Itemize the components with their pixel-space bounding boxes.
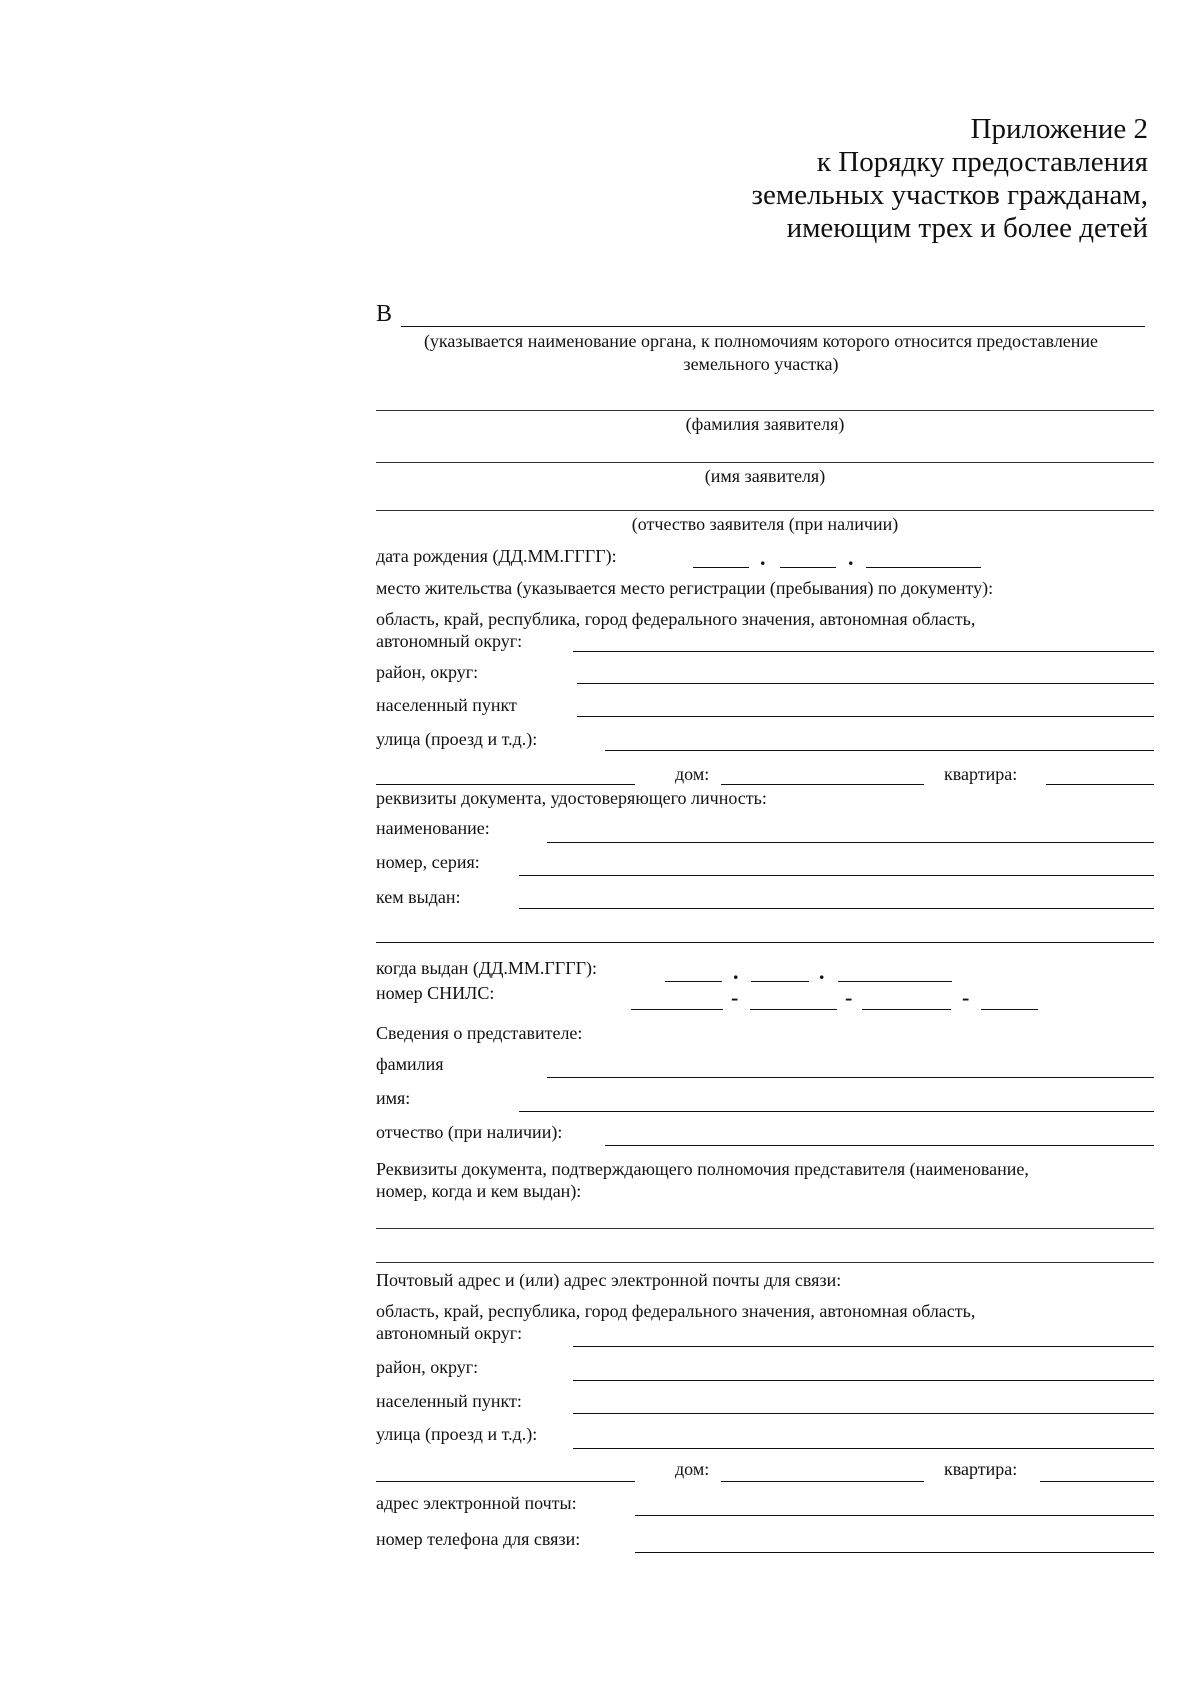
doc-name-field[interactable] xyxy=(547,842,1154,843)
birth-year-field[interactable] xyxy=(866,567,981,568)
locality-label: населенный пункт xyxy=(376,695,517,715)
addressee-caption-line1: (указывается наименование органа, к полномочиям которого относится предоставление xyxy=(423,331,1099,351)
district-label: район, округ: xyxy=(376,662,479,682)
region-label: область, край, республика, город федерального значения, автономная область, xyxy=(376,609,976,629)
applicant-name-field[interactable] xyxy=(376,462,1154,463)
snils-separator: - xyxy=(731,985,739,1010)
applicant-surname-field[interactable] xyxy=(376,410,1154,411)
date-separator: . xyxy=(848,545,854,570)
postal-district-label: район, округ: xyxy=(376,1357,479,1377)
doc-issuer-label: кем выдан: xyxy=(376,887,461,907)
street-field-cont[interactable] xyxy=(376,784,635,785)
doc-month-field[interactable] xyxy=(751,981,809,982)
doc-name-label: наименование: xyxy=(376,818,490,838)
postal-region-label: область, край, республика, город федерального значения, автономная область, xyxy=(376,1301,976,1321)
snils-part4-field[interactable] xyxy=(981,1009,1038,1010)
rep-surname-field[interactable] xyxy=(547,1077,1154,1078)
date-separator: . xyxy=(760,545,766,570)
applicant-name-caption: (имя заявителя) xyxy=(704,466,826,486)
date-separator: . xyxy=(819,959,825,984)
authority-doc-label: Реквизиты документа, подтверждающего полномочия представителя (наименование, xyxy=(376,1159,1029,1179)
addressee-caption-line2: земельного участка) xyxy=(683,354,839,374)
snils-part1-field[interactable] xyxy=(631,1009,723,1010)
house-field[interactable] xyxy=(721,784,924,785)
postal-locality-field[interactable] xyxy=(573,1413,1154,1414)
applicant-surname-caption: (фамилия заявителя) xyxy=(685,414,845,434)
postal-region-label-cont: автономный округ: xyxy=(376,1323,523,1343)
doc-date-label: когда выдан (ДД.ММ.ГГГГ): xyxy=(376,958,598,978)
street-field[interactable] xyxy=(605,750,1154,751)
email-label: адрес электронной почты: xyxy=(376,1493,577,1513)
doc-issuer-field-cont[interactable] xyxy=(376,942,1154,943)
postal-street-field[interactable] xyxy=(573,1448,1154,1449)
postal-section-label: Почтовый адрес и (или) адрес электронной почты для связи: xyxy=(376,1270,842,1290)
birth-day-field[interactable] xyxy=(693,567,749,568)
postal-street-label: улица (проезд и т.д.): xyxy=(376,1424,538,1444)
applicant-patronymic-field[interactable] xyxy=(376,510,1154,511)
representative-section-label: Сведения о представителе: xyxy=(376,1023,583,1043)
phone-field[interactable] xyxy=(635,1552,1154,1553)
postal-region-field[interactable] xyxy=(573,1346,1154,1347)
snils-part2-field[interactable] xyxy=(750,1009,837,1010)
authority-doc-field[interactable] xyxy=(376,1228,1154,1229)
snils-part3-field[interactable] xyxy=(862,1009,951,1010)
appendix-subtitle-line3: имеющим трех и более детей xyxy=(786,212,1148,244)
phone-label: номер телефона для связи: xyxy=(376,1529,581,1549)
rep-patronymic-label: отчество (при наличии): xyxy=(376,1122,563,1142)
doc-number-label: номер, серия: xyxy=(376,852,480,872)
applicant-patronymic-caption: (отчество заявителя (при наличии) xyxy=(631,514,899,534)
region-label-cont: автономный округ: xyxy=(376,631,523,651)
rep-surname-label: фамилия xyxy=(376,1054,444,1074)
birth-date-label: дата рождения (ДД.ММ.ГГГГ): xyxy=(376,546,617,566)
appendix-subtitle-line1: к Порядку предоставления xyxy=(816,146,1148,178)
authority-doc-field-cont[interactable] xyxy=(376,1262,1154,1263)
doc-issuer-field[interactable] xyxy=(519,908,1154,909)
postal-house-field[interactable] xyxy=(721,1481,924,1482)
postal-house-label: дом: xyxy=(675,1459,710,1479)
rep-patronymic-field[interactable] xyxy=(605,1145,1154,1146)
postal-apartment-label: квартира: xyxy=(944,1459,1018,1479)
date-separator: . xyxy=(733,959,739,984)
rep-name-field[interactable] xyxy=(519,1111,1154,1112)
apartment-field[interactable] xyxy=(1046,784,1154,785)
postal-street-field-cont[interactable] xyxy=(376,1481,635,1482)
locality-field[interactable] xyxy=(577,716,1154,717)
authority-doc-label-cont: номер, когда и кем выдан): xyxy=(376,1181,582,1201)
region-field[interactable] xyxy=(573,651,1154,652)
apartment-label: квартира: xyxy=(944,764,1018,784)
street-label: улица (проезд и т.д.): xyxy=(376,729,538,749)
addressee-field[interactable] xyxy=(401,326,1145,327)
rep-name-label: имя: xyxy=(376,1088,411,1108)
house-label: дом: xyxy=(675,764,710,784)
addressee-prefix: В xyxy=(376,301,393,327)
email-field[interactable] xyxy=(635,1515,1154,1516)
appendix-subtitle-line2: земельных участков гражданам, xyxy=(751,179,1148,211)
postal-locality-label: населенный пункт: xyxy=(376,1391,522,1411)
district-field[interactable] xyxy=(577,683,1154,684)
snils-separator: - xyxy=(962,985,970,1010)
residence-label: место жительства (указывается место регистрации (пребывания) по документу): xyxy=(376,578,994,598)
postal-district-field[interactable] xyxy=(573,1380,1154,1381)
doc-day-field[interactable] xyxy=(665,981,722,982)
snils-label: номер СНИЛС: xyxy=(376,983,495,1003)
id-document-label: реквизиты документа, удостоверяющего личность: xyxy=(376,788,767,808)
doc-year-field[interactable] xyxy=(838,981,952,982)
postal-apartment-field[interactable] xyxy=(1040,1481,1154,1482)
appendix-title: Приложение 2 xyxy=(970,113,1148,145)
snils-separator: - xyxy=(845,985,853,1010)
birth-month-field[interactable] xyxy=(780,567,836,568)
doc-number-field[interactable] xyxy=(519,875,1154,876)
